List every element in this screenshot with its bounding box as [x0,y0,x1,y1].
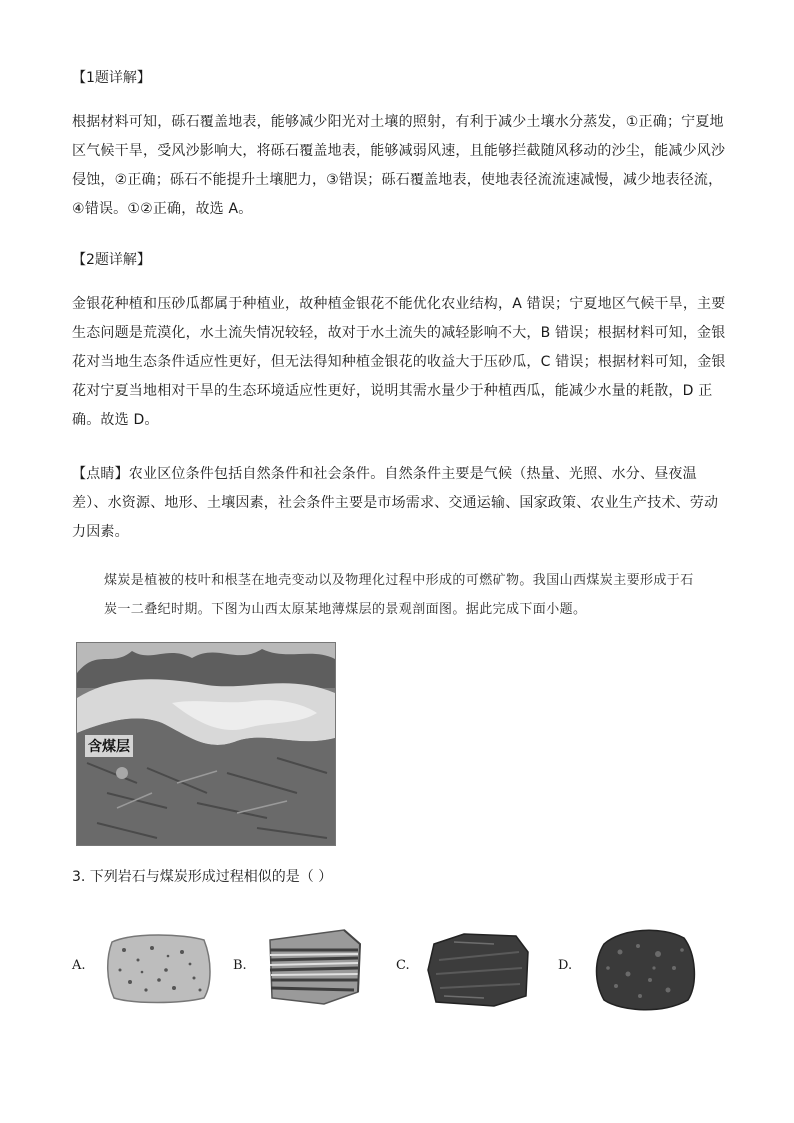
option-d-label: D. [558,958,573,973]
option-b-label: B. [233,958,247,973]
option-a-label: A. [72,958,86,973]
dark-metamorphic-rock-image [424,930,534,1008]
tip-paragraph [72,460,724,547]
tip-line: 力因素。 [72,524,129,540]
q2-line: 花对当地生态条件适应性更好，但无法得知种植金银花的收益大于压砂瓜，C 错误；根据材料可知，金银 [72,354,726,370]
q1-line: ④错误。①②正确，故选 A。 [72,201,253,217]
material-intro [104,566,744,624]
granite-rock-image [104,930,214,1006]
porous-volcanic-rock-image [592,924,700,1014]
q1-title: 【1题详解】 [72,70,151,86]
q2-title: 【2题详解】 [72,252,151,268]
intro-line: 炭一二叠纪时期。下图为山西太原某地薄煤层的景观剖面图。据此完成下面小题。 [104,602,587,617]
q1-line: 根据材料可知，砾石覆盖地表，能够减少阳光对土壤的照射，有利于减少土壤水分蒸发，①正确；宁夏地 [72,114,724,130]
coal-layer-label: 含煤层 [85,735,133,757]
coal-seam-photo [76,642,336,846]
tip-line: 差）、水资源、地形、土壤因素，社会条件主要是市场需求、交通运输、国家政策、农业生产技术、劳动 [72,495,719,511]
q2-line: 确。故选 D。 [72,412,159,428]
intro-line: 煤炭是植被的枝叶和根茎在地壳变动以及物理化过程中形成的可燃矿物。我国山西煤炭主要形成于石 [104,573,694,588]
q2-line: 花对宁夏当地相对干旱的生态环境适应性更好，说明其需水量少于种植西瓜，能减少水量的耗散，D 正 [72,383,713,399]
q2-line: 金银花种植和压砂瓜都属于种植业，故种植金银花不能优化农业结构，A 错误；宁夏地区气候干旱，主要 [72,296,726,312]
q1-line: 区气候干旱，受风沙影响大，将砾石覆盖地表，能够减弱风速，且能够拦截随风移动的沙尘，能减少风沙 [72,143,726,159]
q2-explanation [72,290,724,435]
layered-sedimentary-rock-image [264,926,364,1006]
q2-line: 生态问题是荒漠化，水土流失情况较轻，故对于水土流失的减轻影响不大，B 错误；根据材料可知，金银 [72,325,726,341]
question-3: 3. 下列岩石与煤炭形成过程相似的是（ ） [72,869,333,885]
option-c-label: C. [396,958,410,973]
tip-line: 【点睛】农业区位条件包括自然条件和社会条件。自然条件主要是气候（热量、光照、水分、昼夜温 [72,466,697,482]
q1-line: 侵蚀，②正确；砾石不能提升土壤肥力，③错误；砾石覆盖地表，使地表径流流速减慢，减少地表径流， [72,172,723,188]
q1-explanation [72,108,724,224]
